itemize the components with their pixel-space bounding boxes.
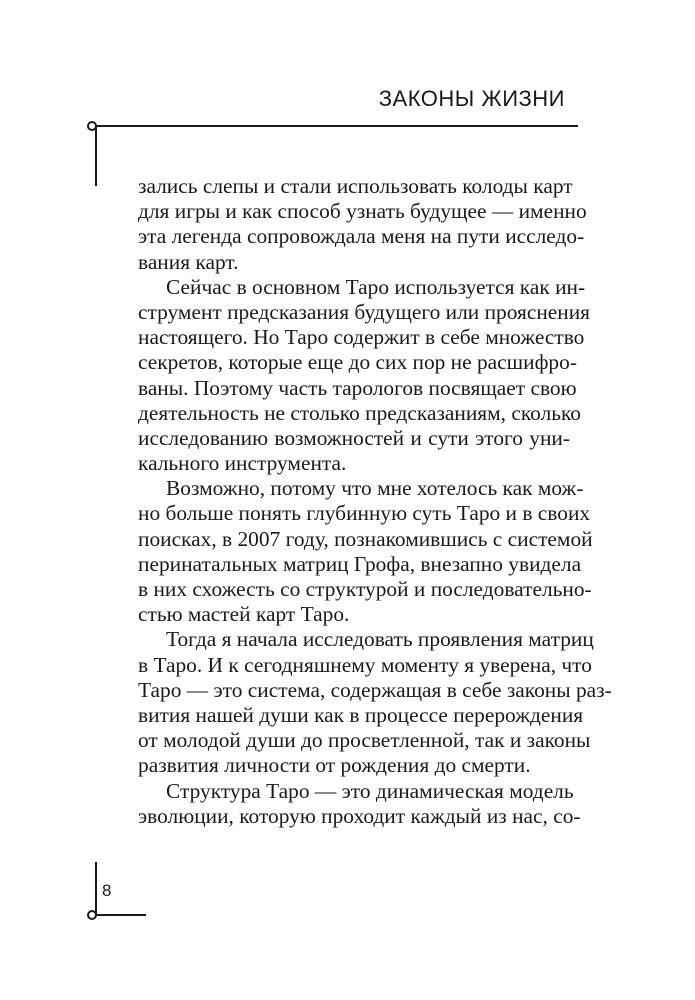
running-title: ЗАКОНЫ ЖИЗНИ bbox=[378, 86, 565, 111]
text-line: но больше понять глубинную суть Таро и в своих bbox=[138, 501, 591, 526]
text-line: зались слепы и стали использовать колоды карт bbox=[138, 174, 573, 198]
text-line: вания карт. bbox=[138, 249, 239, 274]
footer-ornament-circle bbox=[88, 911, 96, 919]
text-line: ваны. Поэтому часть тарологов посвящает свою bbox=[138, 375, 577, 400]
text-line: развития личности от рождения до смерти. bbox=[138, 753, 531, 778]
text-line: исследованию возможностей и сути этого уни- bbox=[138, 425, 570, 450]
text-line: секретов, которые еще до сих пор не расшифро- bbox=[138, 350, 577, 375]
text-line: поисках, в 2007 году, познакомившись с системой bbox=[138, 526, 593, 551]
body-text bbox=[138, 174, 612, 829]
text-line: настоящего. Но Таро содержит в себе множество bbox=[138, 325, 585, 350]
text-line: в них схожесть со структурой и последовательно- bbox=[138, 577, 592, 601]
text-line: струмент предсказания будущего или прояснения bbox=[138, 299, 591, 324]
text-line: кального инструмента. bbox=[138, 451, 347, 476]
text-line: Возможно, потому что мне хотелось как мож- bbox=[166, 476, 584, 501]
text-line: Тогда я начала исследовать проявления матриц bbox=[166, 627, 594, 652]
text-line: от молодой души до просветленной, так и законы bbox=[138, 728, 591, 753]
text-line: стью мастей карт Таро. bbox=[138, 602, 350, 627]
header-ornament-circle bbox=[88, 122, 96, 130]
text-line: вития нашей души как в процессе перерождения bbox=[138, 702, 584, 727]
text-line: перинатальных матриц Грофа, внезапно увидела bbox=[138, 551, 582, 576]
text-line: Таро — это система, содержащая в себе законы раз- bbox=[138, 677, 612, 702]
text-line: эволюции, которую проходит каждый из нас, со- bbox=[138, 803, 581, 828]
text-line: Структура Таро — это динамическая модель bbox=[166, 778, 574, 803]
text-line: эта легенда сопровождала меня на пути исследо- bbox=[138, 224, 585, 249]
text-line: в Таро. И к сегодняшнему моменту я уверена, что bbox=[138, 652, 592, 677]
text-line: для игры и как способ узнать будущее — именно bbox=[138, 199, 587, 224]
text-line: Сейчас в основном Таро используется как ин- bbox=[166, 274, 586, 299]
page-number: 8 bbox=[102, 881, 112, 900]
text-line: деятельность не столько предсказаниям, сколько bbox=[138, 400, 581, 425]
